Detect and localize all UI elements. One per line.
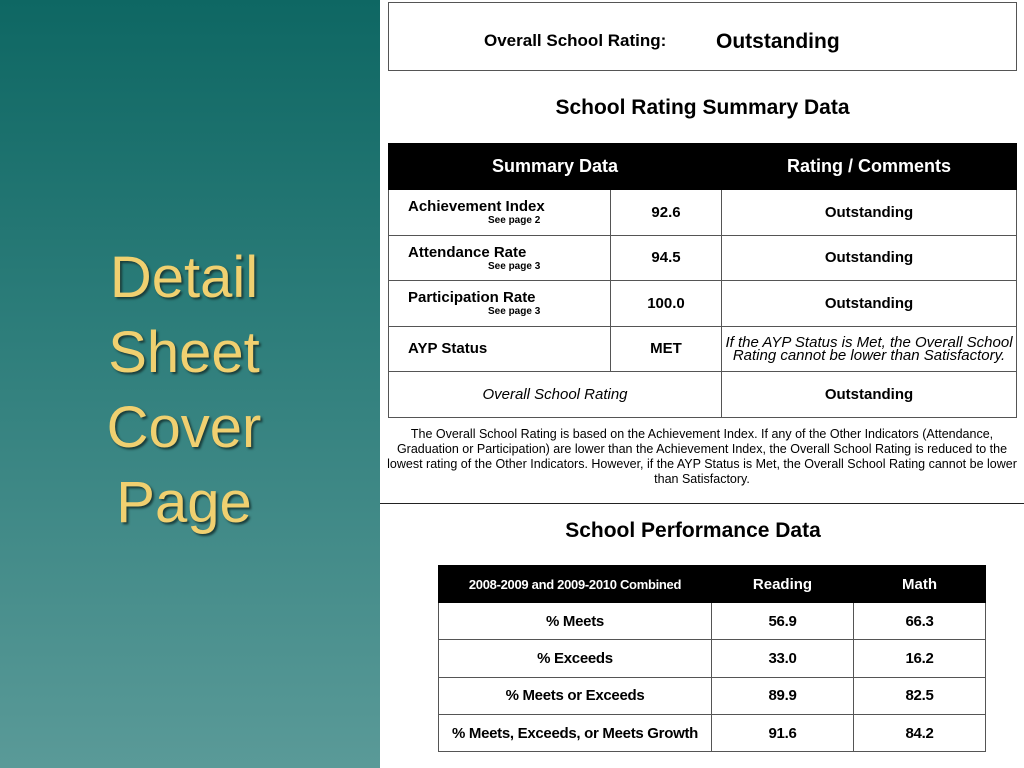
overall-rating-box xyxy=(388,2,1017,71)
summary-rating: Outstanding xyxy=(722,190,1017,236)
summary-rating: Outstanding xyxy=(722,281,1017,327)
table-row xyxy=(439,603,986,640)
summary-name-cell xyxy=(389,281,611,327)
performance-header-reading: Reading xyxy=(712,566,854,603)
overall-rating-label: Overall School Rating: xyxy=(484,31,667,50)
performance-header-row xyxy=(439,566,986,603)
summary-page-ref: See page 2 xyxy=(488,215,541,227)
table-row xyxy=(439,640,986,677)
performance-reading: 89.9 xyxy=(712,677,854,714)
summary-page-ref: See page 3 xyxy=(488,260,541,272)
performance-math: 82.5 xyxy=(854,677,986,714)
summary-name: Achievement Index xyxy=(408,198,545,216)
summary-rating: Outstanding xyxy=(722,235,1017,281)
performance-metric: % Meets xyxy=(439,603,712,640)
performance-header-math: Math xyxy=(854,566,986,603)
table-row xyxy=(389,190,1017,236)
summary-value: MET xyxy=(611,326,722,372)
summary-name: AYP Status xyxy=(408,340,488,358)
performance-metric: % Meets, Exceeds, or Meets Growth xyxy=(439,714,712,751)
summary-heading: School Rating Summary Data xyxy=(555,96,850,119)
summary-header-data: Summary Data xyxy=(389,144,722,190)
summary-name: Participation Rate xyxy=(408,289,536,307)
summary-header-rating: Rating / Comments xyxy=(722,144,1017,190)
performance-heading: School Performance Data xyxy=(565,519,821,542)
table-row xyxy=(439,677,986,714)
explanation-text: The Overall School Rating is based on the Achievement Index. If any of the Other Indicators (Attendance, Graduation or Participation) are lower than the Achievement Index, the Overall School Rating is reduced to the lowest rating of the Other Indicators. However, if the AYP Status is Met, the Overall School Rating cannot be lower than Satisfactory. xyxy=(387,427,1017,486)
summary-table xyxy=(388,143,1017,418)
performance-math: 66.3 xyxy=(854,603,986,640)
performance-math: 16.2 xyxy=(854,640,986,677)
performance-reading: 33.0 xyxy=(712,640,854,677)
summary-name-cell xyxy=(389,190,611,236)
overall-row xyxy=(389,372,1017,418)
summary-name-cell xyxy=(389,326,611,372)
performance-reading: 91.6 xyxy=(712,714,854,751)
summary-value: 100.0 xyxy=(611,281,722,327)
overall-value: Outstanding xyxy=(722,372,1017,418)
detail-sheet xyxy=(380,0,1024,768)
section-divider xyxy=(380,503,1024,504)
summary-name-cell xyxy=(389,235,611,281)
table-row xyxy=(439,714,986,751)
summary-value: 94.5 xyxy=(611,235,722,281)
performance-math: 84.2 xyxy=(854,714,986,751)
title-line: Detail xyxy=(109,245,259,310)
performance-header-period: 2008-2009 and 2009-2010 Combined xyxy=(439,566,712,603)
performance-table xyxy=(438,565,986,752)
performance-metric: % Exceeds xyxy=(439,640,712,677)
summary-rating-note: If the AYP Status is Met, the Overall School Rating cannot be lower than Satisfactory. xyxy=(722,326,1017,372)
table-row xyxy=(389,281,1017,327)
title-line: Page xyxy=(116,470,252,535)
summary-value: 92.6 xyxy=(611,190,722,236)
performance-metric: % Meets or Exceeds xyxy=(439,677,712,714)
title-line: Sheet xyxy=(108,320,260,385)
title-panel xyxy=(0,0,380,768)
summary-name: Attendance Rate xyxy=(408,243,527,261)
table-row xyxy=(389,235,1017,281)
performance-reading: 56.9 xyxy=(712,603,854,640)
overall-rating-value: Outstanding xyxy=(716,30,840,53)
summary-header-row xyxy=(389,144,1017,190)
slide-title xyxy=(0,240,368,540)
overall-label: Overall School Rating xyxy=(389,372,722,418)
summary-page-ref: See page 3 xyxy=(488,306,541,318)
table-row xyxy=(389,326,1017,372)
title-line: Cover xyxy=(106,395,262,460)
